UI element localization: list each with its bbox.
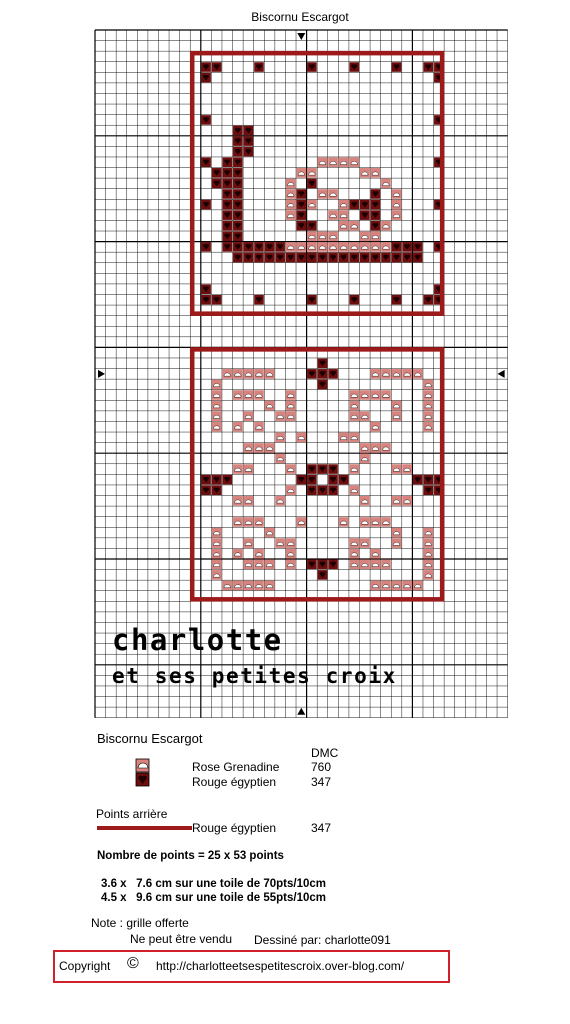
stitch-grid <box>95 30 508 718</box>
half-circle-icon <box>287 542 294 545</box>
half-circle-icon <box>213 394 220 397</box>
half-circle-icon <box>362 563 369 566</box>
half-circle-icon <box>362 521 369 524</box>
half-circle-icon <box>372 563 379 566</box>
half-circle-icon <box>277 436 284 439</box>
half-circle-icon <box>340 214 347 217</box>
half-circle-icon <box>309 246 316 249</box>
half-circle-icon <box>319 235 326 238</box>
half-circle-icon <box>393 193 400 196</box>
half-circle-icon <box>287 553 294 556</box>
half-circle-icon <box>340 246 347 249</box>
half-circle-icon <box>277 500 284 503</box>
half-circle-icon <box>287 468 294 471</box>
half-circle-icon <box>372 521 379 524</box>
note-free-grid: Note : grille offerte <box>91 916 189 930</box>
half-circle-icon <box>393 373 400 376</box>
half-circle-icon <box>287 246 294 249</box>
half-circle-icon <box>213 574 220 577</box>
half-circle-icon <box>287 204 294 207</box>
watermark-line-2: et ses petites croix <box>112 664 397 688</box>
half-circle-icon <box>309 235 316 238</box>
copyright-label: Copyright <box>59 959 111 973</box>
half-circle-icon <box>298 172 305 175</box>
half-circle-icon <box>213 405 220 408</box>
half-circle-icon <box>298 246 305 249</box>
backstitch-line <box>97 826 192 830</box>
half-circle-icon <box>393 584 400 587</box>
thread-number-rouge: 347 <box>311 775 332 789</box>
half-circle-icon <box>393 214 400 217</box>
half-circle-icon <box>393 415 400 418</box>
backstitch-title: Points arrière <box>96 807 168 821</box>
half-circle-icon <box>213 553 220 556</box>
dmc-header: DMC <box>311 746 339 760</box>
half-circle-icon <box>372 584 379 587</box>
half-circle-icon <box>393 542 400 545</box>
legend-symbols <box>135 758 151 790</box>
backstitch-number: 347 <box>311 821 332 835</box>
half-circle-icon <box>414 584 421 587</box>
half-circle-icon <box>277 542 284 545</box>
thread-name-rouge: Rouge égyptien <box>192 775 277 789</box>
half-circle-icon <box>393 405 400 408</box>
half-circle-icon <box>213 563 220 566</box>
legend-title: Biscornu Escargot <box>97 731 203 746</box>
half-circle-icon <box>393 204 400 207</box>
arrow-left-icon <box>498 370 505 378</box>
half-circle-icon <box>287 214 294 217</box>
half-circle-icon <box>213 532 220 535</box>
half-circle-icon <box>298 436 305 439</box>
half-circle-icon <box>372 373 379 376</box>
half-circle-icon <box>213 415 220 418</box>
half-circle-icon <box>277 457 284 460</box>
half-circle-icon <box>277 415 284 418</box>
half-circle-icon <box>319 161 326 164</box>
half-circle-icon <box>372 553 379 556</box>
stitch-count: Nombre de points = 25 x 53 points <box>97 850 284 862</box>
copyright-icon: © <box>127 955 139 972</box>
half-circle-icon <box>340 161 347 164</box>
half-circle-icon <box>287 415 294 418</box>
half-circle-icon <box>362 457 369 460</box>
half-circle-icon <box>362 542 369 545</box>
half-circle-icon <box>287 394 294 397</box>
half-circle-icon <box>319 246 326 249</box>
half-circle-icon <box>372 246 379 249</box>
note-not-for-sale: Ne peut être vendu <box>130 932 233 946</box>
half-circle-icon <box>287 193 294 196</box>
half-circle-icon <box>213 542 220 545</box>
backstitch-name: Rouge égyptien <box>192 821 277 835</box>
half-circle-icon <box>213 383 220 386</box>
half-circle-icon <box>362 447 369 450</box>
arrow-down-icon <box>297 33 305 40</box>
half-circle-icon <box>287 405 294 408</box>
designer-credit: Dessiné par: charlotte091 <box>254 933 391 947</box>
half-circle-icon <box>372 235 379 238</box>
arrow-up-icon <box>297 708 305 715</box>
half-circle-icon <box>393 532 400 535</box>
half-circle-icon <box>362 172 369 175</box>
half-circle-icon <box>340 204 347 207</box>
half-circle-icon <box>362 235 369 238</box>
arrow-right-icon <box>98 370 105 378</box>
half-circle-icon <box>287 182 294 185</box>
half-circle-icon <box>362 415 369 418</box>
size-70: 3.6 x 7.6 cm sur une toile de 70pts/10cm <box>101 878 326 890</box>
half-circle-icon <box>213 426 220 429</box>
half-circle-icon <box>309 172 316 175</box>
half-circle-icon <box>393 500 400 503</box>
half-circle-icon <box>340 436 347 439</box>
half-circle-icon <box>287 563 294 566</box>
half-circle-icon <box>298 521 305 524</box>
half-circle-icon <box>287 489 294 492</box>
chart-title: Biscornu Escargot <box>251 10 349 24</box>
half-circle-icon <box>372 394 379 397</box>
half-circle-icon <box>362 246 369 249</box>
half-circle-icon <box>309 204 316 207</box>
half-circle-icon <box>372 447 379 450</box>
half-circle-icon <box>340 521 347 524</box>
size-55: 4.5 x 9.6 cm sur une toile de 55pts/10cm <box>101 892 326 904</box>
half-circle-icon <box>319 193 326 196</box>
watermark-line-1: charlotte <box>112 623 283 657</box>
blog-url-link[interactable]: http://charlotteetsespetitescroix.over-blog.com/ <box>156 959 405 973</box>
thread-number-rose: 760 <box>311 760 332 774</box>
half-circle-icon <box>393 468 400 471</box>
half-circle-icon <box>372 172 379 175</box>
half-circle-icon <box>362 500 369 503</box>
half-circle-icon <box>362 394 369 397</box>
half-circle-icon <box>372 426 379 429</box>
thread-name-rose: Rose Grenadine <box>192 760 280 774</box>
half-circle-icon <box>414 373 421 376</box>
half-circle-icon <box>340 225 347 228</box>
